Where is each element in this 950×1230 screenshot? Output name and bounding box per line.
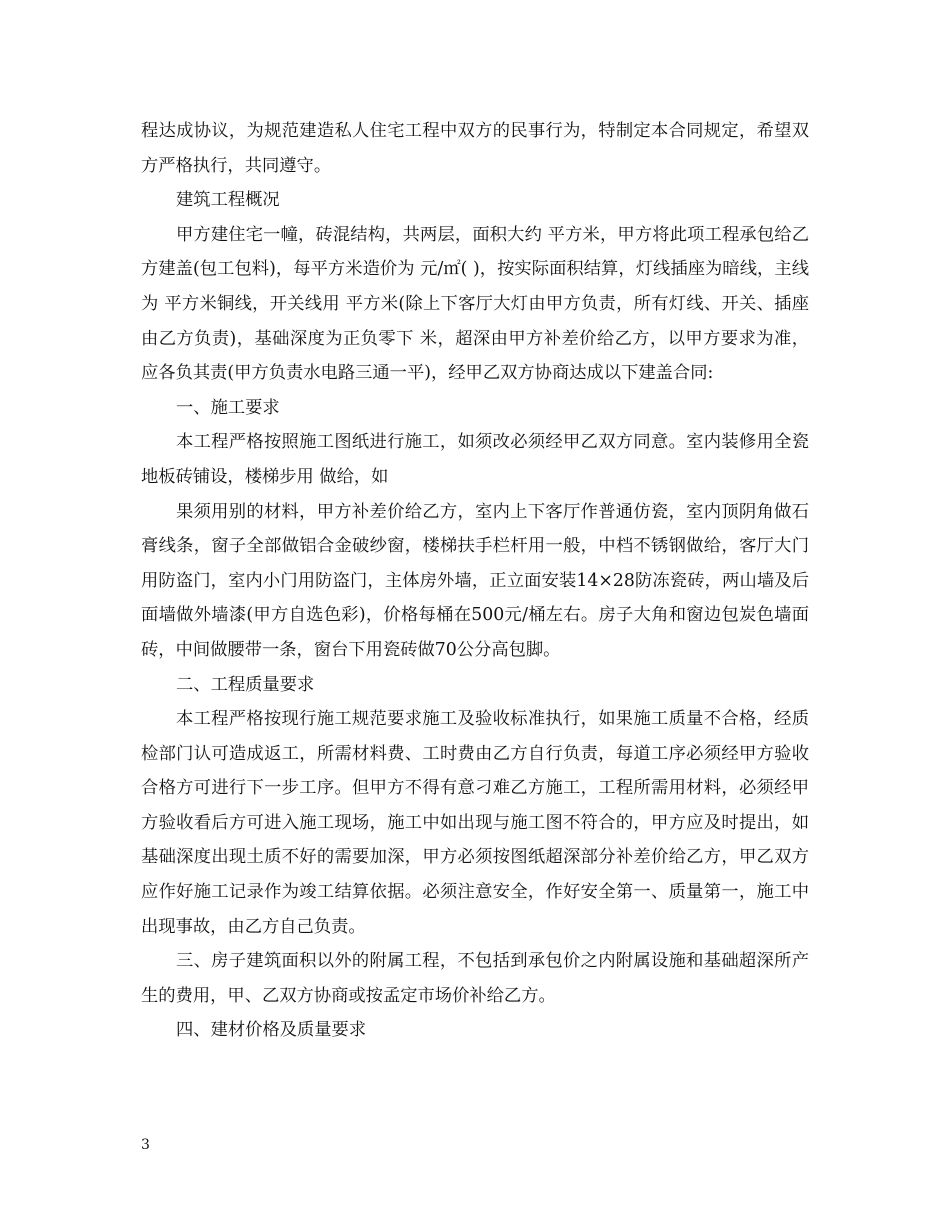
paragraph-intro-continuation: 程达成协议，为规范建造私人住宅工程中双方的民事行为，特制定本合同规定，希望双方严格执行，共同遵守。 [141, 121, 809, 176]
paragraph-project-overview: 甲方建住宅一幢，砖混结构，共两层，面积大约 平方米，甲方将此项工程承包给乙方建盖(包工包料)，每平方米造价为 元/㎡( )，按实际面积结算，灯线插座为暗线，主线为 平方米铜线，开关线用 平方米(除上下客厅大灯由甲方负责，所有灯线、开关、插座由乙方负责)，基础深度为正负零下 米，超深由甲方补差价给乙方，以甲方要求为准，应各负其责(甲方负责水电路三通一平)，经甲乙双方协商达成以下建盖合同: [141, 224, 809, 384]
section-heading-construction-requirements: 一、施工要求 [176, 397, 280, 418]
section-heading-quality-requirements: 二、工程质量要求 [176, 674, 315, 695]
paragraph-construction-requirements: 本工程严格按照施工图纸进行施工，如须改必须经甲乙双方同意。室内装修用全瓷地板砖铺设，楼梯步用 做给，如 [141, 432, 809, 487]
paragraph-quality-requirements: 本工程严格按现行施工规范要求施工及验收标准执行，如果施工质量不合格，经质检部门认可造成返工，所需材料费、工时费由乙方自行负责，每道工序必须经甲方验收合格方可进行下一步工序。但甲方不得有意刁难乙方施工，工程所需用材料，必须经甲方验收看后方可进入施工现场，施工中如出现与施工图不符合的，甲方应及时提出，如基础深度出现土质不好的需要加深，甲方必须按图纸超深部分补差价给乙方，甲乙双方应作好施工记录作为竣工结算依据。必须注意安全，作好安全第一、质量第一，施工中出现事故，由乙方自己负责。 [141, 709, 809, 937]
document-body [141, 114, 809, 1048]
section-heading-project-overview: 建筑工程概况 [176, 190, 280, 211]
paragraph-materials: 果须用别的材料，甲方补差价给乙方，室内上下客厅作普通仿瓷，室内顶阴角做石膏线条，窗子全部做铝合金破纱窗，楼梯扶手栏杆用一般，中档不锈钢做给，客厅大门用防盗门，室内小门用防盗门，主体房外墙，正立面安装14×28防冻瓷砖，两山墙及后面墙做外墙漆(甲方自选色彩)，价格每桶在500元/桶左右。房子大角和窗边包炭色墙面砖，中间做腰带一条，窗台下用瓷砖做70公分高包脚。 [141, 501, 809, 660]
section-heading-material-prices: 四、建材价格及质量要求 [176, 1020, 367, 1041]
page-number: 3 [141, 1137, 150, 1153]
paragraph-auxiliary-works: 三、房子建筑面积以外的附属工程，不包括到承包价之内附属设施和基础超深所产生的费用，甲、乙双方协商或按孟定市场价补给乙方。 [141, 951, 809, 1006]
